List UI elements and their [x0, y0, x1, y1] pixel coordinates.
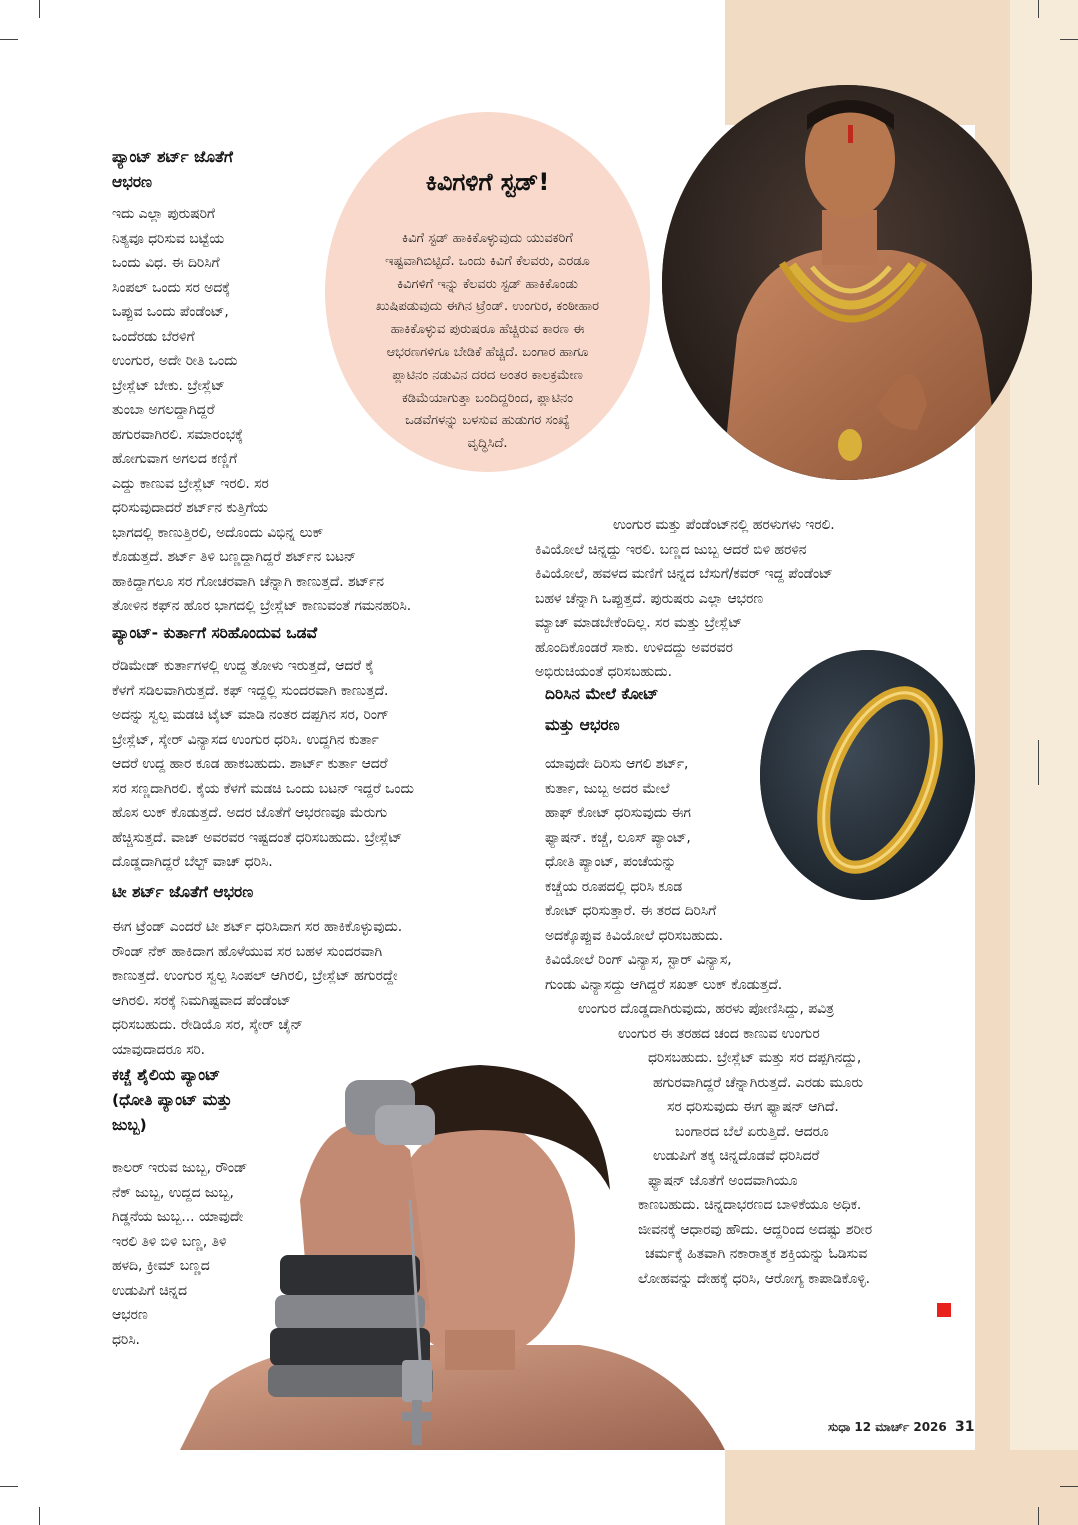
- text-line: ಅಭಿರುಚಿಯಂತೆ ಧರಿಸಬಹುದು.: [535, 664, 672, 680]
- text-line: ಸರ ಸಣ್ಣದಾಗಿರಲಿ. ಕೈಯ ಕೆಳಗೆ ಮಡಚಿ ಒಂದು ಬಟನ್ ಇದ್ದರೆ ಒಂದು: [112, 780, 414, 797]
- text-line: ಗುಂಡು ವಿನ್ಯಾಸದ್ದು ಆಗಿದ್ದರೆ ಸಖತ್ ಲುಕ್ ಕೊಡುತ್ತದೆ.: [545, 976, 783, 993]
- text-line: ಹಳದಿ, ಕ್ರೀಮ್ ಬಣ್ಣದ: [112, 1258, 210, 1274]
- text-line: ಹಾಕಿದ್ದಾಗಲೂ ಸರ ಗೋಚರವಾಗಿ ಚೆನ್ನಾಗಿ ಕಾಣುತ್ತದೆ. ಶರ್ಟ್‌ನ: [112, 573, 384, 590]
- text-line: ಕೋಟ್ ಧರಿಸುತ್ತಾರೆ. ಈ ತರದ ದಿರಿಸಿಗೆ: [545, 903, 717, 919]
- sidebar-line: ಕಿವಿಗಳಿಗೆ ಇನ್ನು ಕೆಲವರು ಸ್ಟಡ್ ಹಾಕಿಕೊಂಡು: [397, 276, 578, 292]
- text-line: ಉಂಗುರ ಮತ್ತು ಪೆಂಡೆಂಟ್‌ನಲ್ಲಿ ಹರಳುಗಳು ಇರಲಿ.: [613, 517, 835, 533]
- text-line: ಕಚ್ಚೆಯ ರೂಪದಲ್ಲಿ ಧರಿಸಿ ಕೂಡ: [545, 878, 683, 895]
- page-footer: [828, 1419, 974, 1435]
- text-line: ಧೋತಿ ಪ್ಯಾಂಟ್, ಪಂಚೆಯನ್ನು: [545, 854, 677, 870]
- text-line: ಕಾಣಬಹುದು. ಚಿನ್ನದಾಭರಣದ ಬಾಳಿಕೆಯೂ ಅಧಿಕ.: [638, 1197, 862, 1213]
- text-line: ಧರಿಸಿ.: [112, 1331, 140, 1348]
- end-mark: [937, 1303, 951, 1317]
- text-line: ಧರಿಸುವುದಾದರೆ ಶರ್ಟ್‌ನ ಕುತ್ತಿಗೆಯ: [112, 500, 268, 516]
- text-line: ಸರ ಧರಿಸುವುದು ಈಗ ಫ್ಯಾಷನ್ ಆಗಿದೆ.: [667, 1099, 839, 1115]
- bottom-beige-band: [725, 1450, 1078, 1525]
- text-line: ರೆಡಿಮೇಡ್ ಕುರ್ತಾಗಳಲ್ಲಿ ಉದ್ದ ತೋಳು ಇರುತ್ತದೆ, ಆದರೆ ಕೈ: [112, 658, 375, 674]
- text-line: ಇದು ಎಲ್ಲಾ ಪುರುಷರಿಗೆ: [112, 206, 215, 222]
- sidebar-line: ಕಿವಿಗೆ ಸ್ಟಡ್ ಹಾಕಿಕೊಳ್ಳುವುದು ಯುವಕರಿಗೆ: [402, 231, 573, 246]
- text-line: ಹಗುರವಾಗಿದ್ದರೆ ಚೆನ್ನಾಗಿರುತ್ತದೆ. ಎರಡು ಮೂರು: [653, 1074, 864, 1091]
- text-line: ಲೋಹವನ್ನು ದೇಹಕ್ಕೆ ಧರಿಸಿ, ಆರೋಗ್ಯ ಕಾಪಾಡಿಕೊಳ್ಳಿ.: [638, 1270, 871, 1287]
- text-line: ಧರಿಸಬಹುದು. ಬ್ರೇಸ್ಲೆಟ್ ಮತ್ತು ಸರ ದಪ್ಪಗಿನದ್ದು,: [648, 1050, 862, 1066]
- footer-issue: ಸುಧಾ 12 ಮಾರ್ಚ್ 2026: [828, 1420, 947, 1434]
- section-text-coat: [545, 752, 872, 1291]
- text-line: ಬ್ರೇಸ್ಲೆಟ್ ಬೇಕು. ಬ್ರೇಸ್ಲೆಟ್: [112, 377, 225, 394]
- crop-mark: [1060, 39, 1078, 40]
- text-line: ಅದಕ್ಕೊಪ್ಪುವ ಕಿವಿಯೋಲೆ ಧರಿಸಬಹುದು.: [545, 927, 724, 944]
- section-text-tshirt: [112, 915, 402, 1062]
- text-line: ಯಾವುದಾದರೂ ಸರಿ.: [112, 1041, 206, 1058]
- text-line: ಆದರೆ ಉದ್ದ ಹಾರ ಕೂಡ ಹಾಕಬಹುದು. ಶಾರ್ಟ್ ಕುರ್ತಾ ಆದರೆ: [112, 756, 388, 772]
- heading-line: ಮತ್ತು ಆಭರಣ: [545, 716, 620, 734]
- text-line: ಕೊಡುತ್ತದೆ. ಶರ್ಟ್ ತಿಳಿ ಬಣ್ಣದ್ದಾಗಿದ್ದರೆ ಶರ್ಟ್‌ನ ಬಟನ್: [112, 549, 357, 565]
- section-text-kachche: [112, 1156, 247, 1352]
- text-line: ಒಪ್ಪುವ ಒಂದು ಪೆಂಡೆಂಟ್,: [112, 304, 229, 320]
- text-line: ಒಂದು ವಿಧ. ಈ ದಿರಿಸಿಗೆ: [112, 255, 220, 271]
- crop-mark: [1038, 0, 1039, 18]
- text-line: ಕಿವಿಯೋಲೆ ರಿಂಗ್ ವಿನ್ಯಾಸ, ಸ್ಟಾರ್ ವಿನ್ಯಾಸ,: [545, 952, 732, 968]
- sidebar-line: ಒಡವೆಗಳನ್ನು ಬಳಸುವ ಹುಡುಗರ ಸಂಖ್ಯೆ: [405, 413, 570, 429]
- crop-mark: [1038, 740, 1039, 785]
- text-line: ತುಂಬಾ ಅಗಲದ್ದಾಗಿದ್ದರೆ: [112, 402, 215, 418]
- text-line: ಆಭರಣ: [112, 1307, 148, 1323]
- text-line: ದೊಡ್ಡದಾಗಿದ್ದರೆ ಬೆಲ್ಟ್ ವಾಚ್ ಧರಿಸಿ.: [112, 854, 273, 870]
- text-line: ಉಂಗುರ ದೊಡ್ಡದಾಗಿರುವುದು, ಹರಳು ಪೋಣಿಸಿದ್ದು, ಪವಿತ್ರ: [578, 1001, 834, 1017]
- text-line: ಬಂಗಾರದ ಬೆಲೆ ಏರುತ್ತಿದೆ. ಆದರೂ: [675, 1123, 829, 1140]
- text-line: ಕಾಲರ್ ಇರುವ ಜುಬ್ಬ, ರೌಂಡ್: [112, 1160, 248, 1176]
- crop-mark: [39, 1507, 40, 1525]
- crop-mark: [0, 1486, 18, 1487]
- section-text-pant-kurta: [112, 654, 414, 875]
- text-line: ಹೊಸ ಲುಕ್ ಕೊಡುತ್ತದೆ. ಅದರ ಜೊತೆಗೆ ಆಭರಣವೂ ಮೆರುಗು: [112, 805, 388, 821]
- heading-line: ಕಚ್ಚೆ ಶೈಲಿಯ ಪ್ಯಾಂಟ್: [112, 1066, 221, 1084]
- crop-mark: [0, 39, 18, 40]
- text-line: ಧರಿಸಬಹುದು. ರೇಡಿಯೊ ಸರ, ಸ್ಕೇರ್ ಚೈನ್: [112, 1017, 303, 1033]
- text-line: ಬ್ರೇಸ್ಲೆಟ್, ಸ್ಕೇರ್ ವಿನ್ಯಾಸದ ಉಂಗುರ ಧರಿಸಿ. ಉದ್ದಗಿನ ಕುರ್ತಾ: [112, 731, 379, 748]
- heading-line: ದಿರಿಸಿನ ಮೇಲೆ ಕೋಟ್: [545, 685, 659, 703]
- text-line: ಹಾಫ್ ಕೋಟ್ ಧರಿಸುವುದು ಈಗ: [545, 805, 691, 821]
- text-line: ಯಾವುದೇ ದಿರಿಸು ಆಗಲಿ ಶರ್ಟ್,: [545, 756, 689, 772]
- sidebar-line: ಪ್ಲಾಟಿನಂ ನಡುವಿನ ದರದ ಅಂತರ ಕಾಲಕ್ರಮೇಣ: [392, 367, 583, 383]
- sidebar-line: ಹಾಕಿಕೊಳ್ಳುವ ಪುರುಷರೂ ಹೆಚ್ಚಿರುವ ಕಾರಣ ಈ: [390, 322, 585, 338]
- text-line: ಕಾಣುತ್ತದೆ. ಉಂಗುರ ಸ್ವಲ್ಪ ಸಿಂಪಲ್ ಆಗಿರಲಿ, ಬ್ರೇಸ್ಲೆಟ್ ಹಗುರದ್ದೇ: [112, 968, 398, 984]
- crop-mark: [1038, 1507, 1039, 1525]
- text-line: ಆಗಿರಲಿ. ಸರಕ್ಕೆ ನಿಮಗಿಷ್ಟವಾದ ಪೆಂಡೆಂಟ್: [112, 992, 291, 1009]
- text-line: ಕುರ್ತಾ, ಜುಬ್ಬ ಅದರ ಮೇಲೆ: [545, 780, 670, 797]
- crop-mark: [1060, 1486, 1078, 1487]
- right-column-text-top: [535, 513, 835, 685]
- heading-line: ಜುಬ್ಬ): [112, 1116, 147, 1134]
- section-heading-tshirt: ಟೀ ಶರ್ಟ್ ಜೊತೆಗೆ ಆಭರಣ: [112, 883, 254, 901]
- text-line: ಅದನ್ನು ಸ್ವಲ್ಪ ಮಡಚಿ ಟೈಟ್ ಮಾಡಿ ನಂತರ ದಪ್ಪಗಿನ ಸರ, ರಿಂಗ್: [112, 707, 389, 723]
- text-line: ಉಂಗುರ ಈ ತರಹದ ಚಂದ ಕಾಣುವ ಉಂಗುರ: [618, 1025, 820, 1042]
- man-with-gold-chains-photo: [662, 85, 1032, 480]
- text-line: ಹೊಂದಿಕೊಂಡರೆ ಸಾಕು. ಉಳಿದದ್ದು ಅವರವರ: [535, 639, 733, 656]
- text-line: ಉಡುಪಿಗೆ ತಕ್ಕ ಚಿನ್ನದೊಡವೆ ಧರಿಸಿದರೆ: [653, 1148, 820, 1164]
- sidebar-title: ಕಿವಿಗಳಿಗೆ ಸ್ಟಡ್!: [425, 168, 550, 196]
- text-line: ಮ್ಯಾಚ್ ಮಾಡಬೇಕೆಂದಿಲ್ಲ. ಸರ ಮತ್ತು ಬ್ರೇಸ್ಲೆಟ್: [535, 615, 743, 631]
- sidebar-line: ಖುಷಿಪಡುವುದು ಈಗಿನ ಟ್ರೆಂಡ್. ಉಂಗುರ, ಕಂಠೀಹಾರ: [375, 299, 600, 315]
- text-line: ಚರ್ಮಕ್ಕೆ ಹಿತವಾಗಿ ನಕಾರಾತ್ಮಕ ಶಕ್ತಿಯನ್ನು ಓಡಿಸುವ: [645, 1246, 868, 1262]
- text-line: ಕಿವಿಯೋಲೆ ಚಿನ್ನದ್ದು ಇರಲಿ. ಬಣ್ಣದ ಜುಬ್ಬ ಆದರೆ ಬಿಳಿ ಹರಳಿನ: [535, 541, 807, 558]
- text-line: ನೆಕ್ ಜುಬ್ಬ, ಉದ್ದದ ಜುಬ್ಬ,: [112, 1184, 234, 1201]
- text-line: ಹೆಚ್ಚಿಸುತ್ತದೆ. ವಾಚ್ ಅವರವರ ಇಷ್ಟದಂತೆ ಧರಿಸಬಹುದು. ಬ್ರೇಸ್ಲೆಟ್: [112, 829, 403, 846]
- heading-line: ಪ್ಯಾಂಟ್ ಶರ್ಟ್ ಜೊತೆಗೆ: [112, 148, 233, 166]
- sidebar-line: ಇಷ್ಟವಾಗಿಬಿಟ್ಟಿದೆ. ಒಂದು ಕಿವಿಗೆ ಕೆಲವರು, ಎರಡೂ: [385, 253, 590, 269]
- text-line: ಕಿವಿಯೋಲೆ, ಹವಳದ ಮಣಿಗೆ ಚಿನ್ನದ ಬೆಸುಗೆ/ಕವರ್ ಇದ್ದ ಪೆಂಡೆಂಟ್: [535, 566, 833, 582]
- text-line: ಇರಲಿ ತಿಳಿ ಬಿಳಿ ಬಣ್ಣ, ತಿಳಿ: [112, 1233, 227, 1250]
- section-heading-pant-shirt: [112, 145, 233, 195]
- sidebar-line: ಕಡಿಮೆಯಾಗುತ್ತಾ ಬಂದಿದ್ದರಿಂದ, ಪ್ಲಾಟಿನಂ: [401, 390, 574, 406]
- text-line: ಫ್ಯಾಷನ್. ಕಚ್ಚೆ, ಲೂಸ್ ಪ್ಯಾಂಟ್,: [545, 829, 691, 846]
- text-line: ಎದ್ದು ಕಾಣುವ ಬ್ರೇಸ್ಲೆಟ್ ಇರಲಿ. ಸರ: [112, 475, 269, 492]
- text-line: ನಿತ್ಯವೂ ಧರಿಸುವ ಬಟ್ಟೆಯ: [112, 230, 224, 247]
- heading-line: (ಧೋತಿ ಪ್ಯಾಂಟ್ ಮತ್ತು: [112, 1091, 232, 1109]
- text-line: ಭಾಗದಲ್ಲಿ ಕಾಣುತ್ತಿರಲಿ, ಅದೊಂದು ವಿಭಿನ್ನ ಲುಕ್: [112, 524, 324, 541]
- page-number: 31: [954, 1419, 975, 1435]
- text-line: ಗಿಡ್ಡನೆಯ ಜುಬ್ಬ... ಯಾವುದೇ: [112, 1209, 244, 1225]
- text-line: ತೋಳಿನ ಕಫ್‌ನ ಹೊರ ಭಾಗದಲ್ಲಿ ಬ್ರೇಸ್ಲೆಟ್ ಕಾಣುವಂತೆ ಗಮನಹರಿಸಿ.: [112, 598, 412, 614]
- text-line: ಹೋಗುವಾಗ ಅಗಲದ ಕಣ್ಣಿಗೆ: [112, 451, 238, 467]
- text-line: ಫ್ಯಾಷನ್ ಜೊತೆಗೆ ಅಂದವಾಗಿಯೂ: [648, 1172, 798, 1189]
- text-line: ಹಗುರವಾಗಿರಲಿ. ಸಮಾರಂಭಕ್ಕೆ: [112, 426, 244, 443]
- sidebar-line: ಆಭರಣಗಳಿಗೂ ಬೇಡಿಕೆ ಹೆಚ್ಚಿದೆ. ಬಂಗಾರ ಹಾಗೂ: [386, 344, 589, 360]
- text-line: ರೌಂಡ್ ನೆಕ್ ಹಾಕಿದಾಗ ಹೊಳೆಯುವ ಸರ ಬಹಳ ಸುಂದರವಾಗಿ: [112, 943, 383, 960]
- text-line: ಜೀವನಕ್ಕೆ ಆಧಾರವು ಹೌದು. ಆದ್ದರಿಂದ ಅದಷ್ಟು ಶರೀರ: [638, 1221, 873, 1238]
- section-heading-kachche: [112, 1063, 232, 1138]
- text-line: ಒಂದೆರಡು ಬೆರಳಿಗೆ: [112, 328, 195, 345]
- text-line: ಕೆಳಗೆ ಸಡಿಲವಾಗಿರುತ್ತದೆ. ಕಫ್ ಇದ್ದಲ್ಲಿ ಸುಂದರವಾಗಿ ಕಾಣುತ್ತದೆ.: [112, 682, 389, 699]
- text-line: ಸಿಂಪಲ್ ಒಂದು ಸರ ಅದಕ್ಕೆ: [112, 279, 231, 296]
- heading-line: ಆಭರಣ: [112, 173, 153, 191]
- text-line: ಬಹಳ ಚೆನ್ನಾಗಿ ಒಪ್ಪುತ್ತದೆ. ಪುರುಷರು ಎಲ್ಲಾ ಆಭರಣ: [535, 590, 764, 607]
- section-text-pant-shirt: [112, 202, 411, 619]
- section-heading-coat: [545, 682, 658, 738]
- text-line: ಈಗ ಟ್ರೆಂಡ್ ಎಂದರೆ ಟೀ ಶರ್ಟ್ ಧರಿಸಿದಾಗ ಸರ ಹಾಕಿಕೊಳ್ಳುವುದು.: [112, 919, 403, 935]
- text-line: ಉಡುಪಿಗೆ ಚಿನ್ನದ: [112, 1282, 187, 1299]
- text-line: ಉಂಗುರ, ಅದೇ ರೀತಿ ಒಂದು: [112, 353, 238, 369]
- sidebar-line: ವೃದ್ಧಿಸಿದೆ.: [467, 436, 508, 452]
- section-heading-pant-kurta: ಪ್ಯಾಂಟ್- ಕುರ್ತಾಗೆ ಸರಿಹೊಂದುವ ಒಡವೆ: [112, 624, 318, 642]
- crop-mark: [39, 0, 40, 18]
